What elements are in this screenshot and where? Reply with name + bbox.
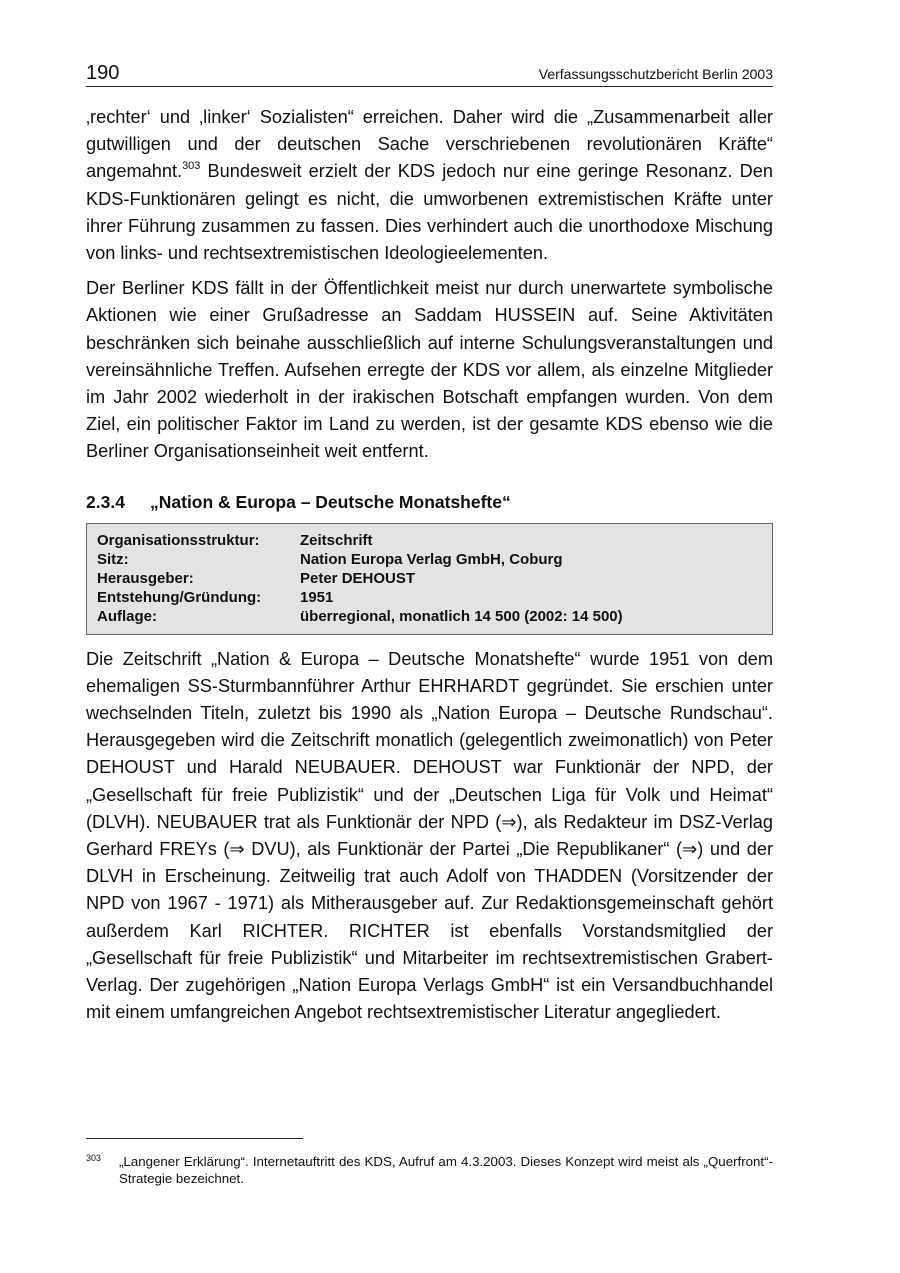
info-value: Nation Europa Verlag GmbH, Coburg xyxy=(300,550,563,568)
paragraph-1-text-b: Bundesweit erzielt der KDS jedoch nur eine geringe Resonanz. Den KDS-Funktionären gelingt es nicht, die umworbenen extremistischen Kräfte unter ihrer Führung zusammen zu fassen. Dies verhindert auch die unorthodoxe Mischung von links- und rechtsextremistischen Ideologieelementen. xyxy=(86,161,773,264)
section-heading xyxy=(86,492,773,513)
running-title: Verfassungsschutzbericht Berlin 2003 xyxy=(538,66,773,82)
info-value: Peter DEHOUST xyxy=(300,569,416,587)
info-value: 1951 xyxy=(300,588,334,606)
page-body xyxy=(86,104,773,1034)
info-row-structure xyxy=(97,531,762,550)
info-row-publisher xyxy=(97,569,762,588)
info-label: Herausgeber: xyxy=(97,569,194,587)
info-row-circulation xyxy=(97,607,762,626)
footnote xyxy=(86,1153,773,1187)
paragraph-1-text-a: ‚rechter‘ und ‚linker‘ Sozialisten“ erreichen. Daher wird die „Zusammenarbeit aller gutwilligen und der deutschen Sache verschriebenen revolutionären Kräfte“ angemahnt. xyxy=(86,107,773,182)
footnote-text: „Langener Erklärung“. Internetauftritt des KDS, Aufruf am 4.3.2003. Dieses Konzept wird meist als „Querfront“-Strategie bezeichnet. xyxy=(119,1154,773,1186)
info-row-founded xyxy=(97,588,762,607)
paragraph-3: Die Zeitschrift „Nation & Europa – Deutsche Monatshefte“ wurde 1951 von dem ehemaligen SS-Sturmbannführer Arthur EHRHARDT gegründet. Sie erschien unter wechselnden Titeln, zuletzt bis 1990 als „Nation Europa – Deutsche Rundschau“. Herausgegeben wird die Zeitschrift monatlich (gelegentlich zweimonatlich) von Peter DEHOUST und Harald NEUBAUER. DEHOUST war Funktionär der NPD, der „Gesellschaft für freie Publizistik“ und der „Deutschen Liga für Volk und Heimat“ (DLVH). NEUBAUER trat als Funktionär der NPD (⇒), als Redakteur im DSZ-Verlag Gerhard FREYs (⇒ DVU), als Funktionär der Partei „Die Republikaner“ (⇒) und der DLVH in Erscheinung. Zeitweilig trat auch Adolf von THADDEN (Vorsitzender der NPD von 1967 - 1971) als Mitherausgeber auf. Zur Redaktionsgemeinschaft gehört außerdem Karl RICHTER. RICHTER ist ebenfalls Vorstandsmitglied der „Gesellschaft für freie Publizistik“ und Mitarbeiter im rechtsextremistischen Grabert-Verlag. Der zugehörigen „Nation Europa Verlags GmbH“ ist ein Versandbuchhandel mit einem umfangreichen Angebot rechtsextremistischer Literatur angegliedert. xyxy=(86,648,773,1023)
footnote-divider xyxy=(86,1138,303,1139)
paragraph-2: Der Berliner KDS fällt in der Öffentlichkeit meist nur durch unerwartete symbolische Aktionen wie einer Grußadresse an Saddam HUSSEIN auf. Seine Aktivitäten beschränken sich beinahe ausschließlich auf interne Schulungsveranstaltungen und vereinsähnliche Treffen. Aufsehen erregte der KDS vor allem, als einzelne Mitglieder im Jahr 2002 wiederholt in der irakischen Botschaft empfangen wurden. Von dem Ziel, ein politischer Faktor im Land zu werden, ist der gesamte KDS ebenso wie die Berliner Organisationseinheit weit entfernt. xyxy=(86,278,773,462)
section-number: 2.3.4 xyxy=(86,491,125,512)
footnote-reference[interactable]: 303 xyxy=(182,160,201,173)
info-value: überregional, monatlich 14 500 (2002: 14 500) xyxy=(300,607,623,625)
info-row-seat xyxy=(97,550,762,569)
section-title: „Nation & Europa – Deutsche Monatshefte“ xyxy=(150,491,511,512)
info-label: Entstehung/Gründung: xyxy=(97,588,262,606)
paragraph-1 xyxy=(86,104,773,267)
info-label: Organisationsstruktur: xyxy=(97,531,260,549)
info-box xyxy=(86,523,773,635)
page-header xyxy=(86,58,773,87)
footnote-number: 303 xyxy=(86,1153,102,1163)
info-label: Auflage: xyxy=(97,607,157,625)
info-label: Sitz: xyxy=(97,550,129,568)
page-number: 190 xyxy=(86,62,120,84)
info-value: Zeitschrift xyxy=(300,531,373,549)
